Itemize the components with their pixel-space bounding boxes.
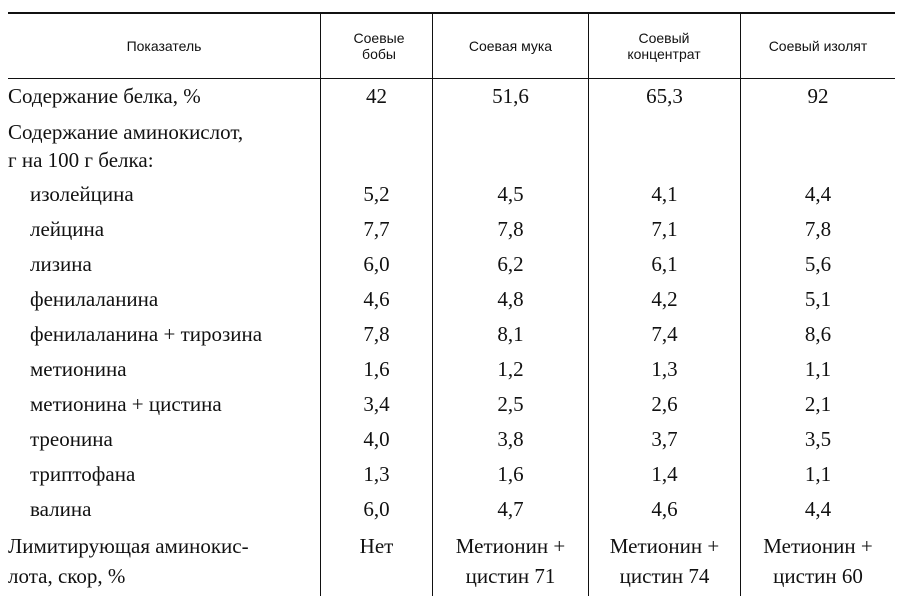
header-bottom-rule	[8, 78, 895, 79]
row-label: изолейцина	[30, 182, 134, 206]
cell-isolate: 8,6	[804, 322, 832, 346]
row-label: метионина + цистина	[30, 392, 222, 416]
cell-beans: 5,2	[363, 182, 390, 206]
header-soy-beans: Соевые бобы	[353, 30, 405, 62]
cell-flour: 2,5	[497, 392, 524, 416]
cell-beans: 4,0	[363, 427, 390, 451]
cell-flour: 4,7	[497, 497, 524, 521]
cell-beans: 6,0	[363, 252, 390, 276]
header-soy-isolate: Соевый изолят	[768, 38, 868, 54]
cell-isolate: 5,6	[804, 252, 832, 276]
row-label: фенилаланина	[30, 287, 159, 311]
cell-concentrate: 2,6	[651, 392, 678, 416]
limiting-concentrate-value: Метионин + цистин 74	[609, 534, 720, 588]
cell-beans: 1,3	[363, 462, 390, 486]
cell-flour: 1,2	[497, 357, 524, 381]
protein-isolate-value: 92	[807, 84, 829, 108]
row-label: валина	[30, 497, 92, 521]
cell-concentrate: 1,3	[651, 357, 678, 381]
cell-flour: 1,6	[497, 462, 524, 486]
protein-label: Содержание белка, %	[8, 84, 201, 108]
cell-concentrate: 4,2	[651, 287, 678, 311]
limiting-label: Лимитирующая аминокис- лота, скор, %	[8, 534, 249, 588]
row-label: лизина	[30, 252, 92, 276]
cell-flour: 4,8	[497, 287, 524, 311]
cell-beans: 1,6	[363, 357, 390, 381]
cell-beans: 6,0	[363, 497, 390, 521]
cell-isolate: 2,1	[804, 392, 832, 416]
row-label: метионина	[30, 357, 127, 381]
header-soy-concentrate: Соевый концентрат	[627, 30, 701, 62]
row-label: треонина	[30, 427, 113, 451]
protein-concentrate-value: 65,3	[646, 84, 683, 108]
cell-flour: 3,8	[497, 427, 524, 451]
protein-flour-value: 51,6	[492, 84, 529, 108]
cell-isolate: 5,1	[804, 287, 832, 311]
cell-concentrate: 6,1	[651, 252, 678, 276]
cell-flour: 6,2	[497, 252, 524, 276]
cell-flour: 4,5	[497, 182, 524, 206]
cell-concentrate: 4,1	[651, 182, 678, 206]
cell-beans: 4,6	[363, 287, 390, 311]
limiting-flour-value: Метионин + цистин 71	[455, 534, 566, 588]
row-label: фенилаланина + тирозина	[30, 322, 263, 346]
cell-isolate: 3,5	[804, 427, 832, 451]
row-label: триптофана	[30, 462, 136, 486]
cell-concentrate: 3,7	[651, 427, 678, 451]
cell-isolate: 1,1	[804, 462, 832, 486]
cell-beans: 7,7	[363, 217, 390, 241]
limiting-beans-value: Нет	[359, 534, 394, 558]
header-parameter: Показатель	[126, 38, 202, 54]
protein-beans-value: 42	[366, 84, 387, 108]
cell-concentrate: 7,1	[651, 217, 678, 241]
cell-beans: 7,8	[363, 322, 390, 346]
cell-isolate: 4,4	[804, 182, 832, 206]
cell-isolate: 1,1	[804, 357, 832, 381]
amino-heading-line2: г на 100 г белка:	[8, 148, 154, 172]
amino-heading-line1: Содержание аминокислот,	[8, 120, 244, 144]
cell-flour: 7,8	[497, 217, 524, 241]
cell-concentrate: 1,4	[651, 462, 678, 486]
cell-concentrate: 4,6	[651, 497, 678, 521]
limiting-isolate-value: Метионин + цистин 60	[763, 534, 873, 588]
row-label: лейцина	[30, 217, 105, 241]
cell-beans: 3,4	[363, 392, 390, 416]
header-soy-flour: Соевая мука	[468, 38, 553, 54]
cell-flour: 8,1	[497, 322, 524, 346]
cell-isolate: 7,8	[804, 217, 832, 241]
cell-isolate: 4,4	[804, 497, 832, 521]
cell-concentrate: 7,4	[651, 322, 678, 346]
